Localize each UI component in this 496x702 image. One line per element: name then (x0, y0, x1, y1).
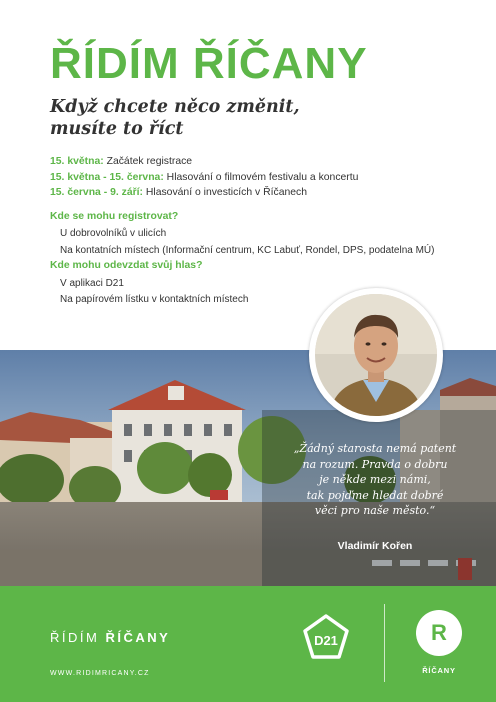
schedule-text: Hlasování o filmovém festivalu a koncertu (163, 171, 359, 183)
ricany-logo-label: ŘÍČANY (422, 666, 456, 675)
schedule-date: 15. května: (50, 156, 104, 167)
page-title: ŘÍDÍM ŘÍČANY (50, 39, 368, 88)
footer-title-bold: ŘÍČANY (105, 630, 171, 645)
subtitle-line: Když chcete něco změnit, (50, 97, 300, 117)
ricany-r-letter: R (431, 620, 447, 645)
footer-divider (384, 604, 385, 682)
footer (0, 586, 496, 702)
faq-question: Kde se mohu registrovat? (50, 211, 179, 222)
website-link[interactable]: WWW.RIDIMRICANY.CZ (50, 670, 150, 677)
quote-line: „Žádný starosta nemá patent (293, 442, 457, 455)
schedule-text: Hlasování o investicích v Říčanech (143, 187, 308, 199)
ricany-r-logo (416, 610, 462, 656)
faq-answer: V aplikaci D21 (60, 278, 124, 289)
quote-line: věci pro naše město.“ (314, 504, 436, 517)
portrait-photo (309, 288, 443, 422)
schedule-date: 15. června - 9. září: (50, 187, 143, 199)
faq-answer: Na papírovém lístku v kontaktních místech (60, 294, 249, 305)
quote (280, 441, 470, 519)
quote-line: tak pojďme hledat dobré (306, 488, 444, 502)
d21-logo-text: D21 (314, 633, 338, 648)
faq-answer: U dobrovolníků v ulicích (60, 228, 167, 239)
schedule-item (50, 170, 358, 186)
schedule-date: 15. května - 15. června: (50, 171, 164, 183)
subtitle-line: musíte to říct (50, 119, 184, 139)
quote-line: na rozum. Pravda o dobru (302, 457, 448, 471)
schedule-item (50, 185, 358, 201)
subtitle (50, 96, 300, 140)
schedule-list (50, 154, 358, 201)
footer-title-light: ŘÍDÍM (50, 630, 106, 645)
schedule-text: Začátek registrace (103, 156, 193, 167)
quote-line: je někde mezi námi, (319, 473, 431, 486)
quote-author: Vladimír Kořen (337, 540, 413, 552)
faq-question: Kde mohu odevzdat svůj hlas? (50, 260, 203, 271)
footer-title (50, 630, 170, 645)
faq-answer: Na kontatních místech (Informační centrum, KC Labuť, Rondel, DPS, podatelna MÚ) (60, 245, 435, 256)
schedule-item (50, 154, 358, 170)
d21-logo (302, 614, 350, 665)
